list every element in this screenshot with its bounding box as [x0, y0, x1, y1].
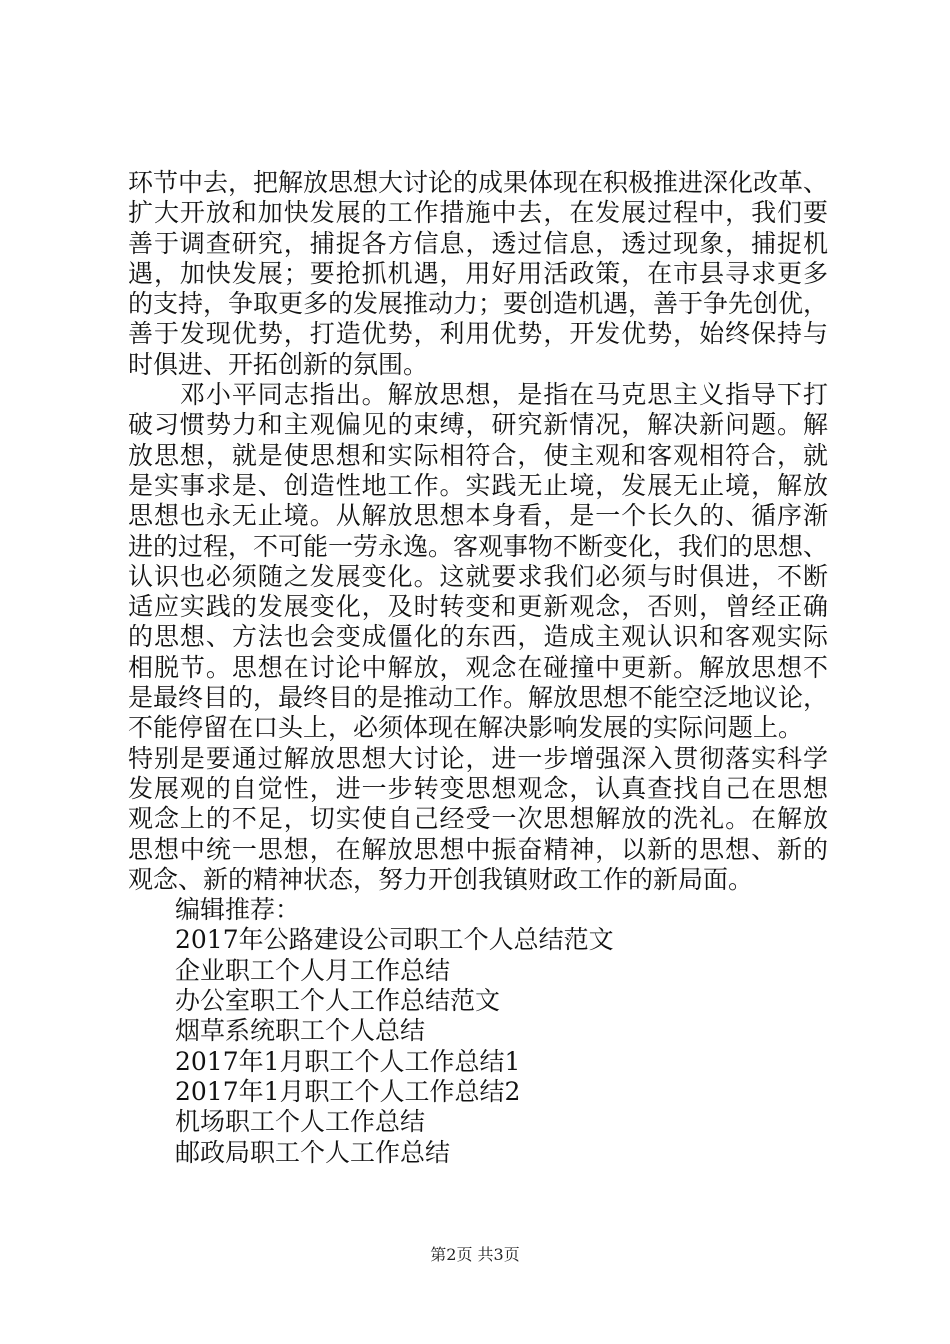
text-line: 的思想、方法也会变成僵化的东西，造成主观认识和客观实际 — [128, 622, 828, 652]
recommend-link[interactable]: 办公室职工个人工作总结范文 — [175, 986, 501, 1016]
text-line: 适应实践的发展变化，及时转变和更新观念，否则，曾经正确 — [128, 592, 828, 622]
paragraph-2 — [128, 380, 828, 895]
recommend-link[interactable]: 邮政局职工个人工作总结 — [175, 1137, 451, 1167]
text-line: 善于调查研究，捕捉各方信息，透过信息，透过现象，捕捉机 — [128, 228, 828, 258]
text-line: 邓小平同志指出。解放思想，是指在马克思主义指导下打 — [128, 380, 828, 410]
text-line: 相脱节。思想在讨论中解放，观念在碰撞中更新。解放思想不 — [128, 652, 828, 682]
text-line: 是最终目的，最终目的是推动工作。解放思想不能空泛地议论， — [128, 683, 829, 713]
recommend-title: 编辑推荐： — [175, 895, 301, 925]
recommend-link[interactable]: 2017年公路建设公司职工个人总结范文 — [175, 925, 614, 955]
text-line: 环节中去，把解放思想大讨论的成果体现在积极推进深化改革、 — [128, 168, 829, 197]
recommend-link[interactable]: 烟草系统职工个人总结 — [175, 1016, 426, 1046]
text-line: 进的过程，不可能一劳永逸。客观事物不断变化，我们的思想、 — [128, 531, 829, 561]
text-line: 观念上的不足，切实使自己经受一次思想解放的洗礼。在解放 — [128, 804, 828, 834]
recommend-link[interactable]: 企业职工个人月工作总结 — [175, 955, 451, 985]
text-line: 不能停留在口头上，必须体现在解决影响发展的实际问题上。 — [128, 713, 804, 743]
recommend-link[interactable]: 2017年1月职工个人工作总结1 — [175, 1046, 521, 1076]
text-line: 认识也必须随之发展变化。这就要求我们必须与时俱进，不断 — [128, 561, 828, 591]
text-line: 扩大开放和加快发展的工作措施中去，在发展过程中，我们要 — [128, 198, 828, 228]
paragraph-1 — [128, 168, 828, 380]
recommend-section — [128, 895, 828, 1168]
text-line: 遇，加快发展；要抢抓机遇，用好用活政策，在市县寻求更多 — [128, 258, 828, 288]
recommend-list — [128, 925, 828, 1167]
text-line: 放思想，就是使思想和实际相符合，使主观和客观相符合，就 — [128, 440, 828, 470]
text-line: 破习惯势力和主观偏见的束缚，研究新情况，解决新问题。解 — [128, 410, 828, 440]
text-line: 时俱进、开拓创新的氛围。 — [128, 349, 429, 379]
recommend-link[interactable]: 机场职工个人工作总结 — [175, 1107, 426, 1137]
text-line: 是实事求是、创造性地工作。实践无止境，发展无止境，解放 — [128, 470, 828, 500]
text-line: 思想也永无止境。从解放思想本身看，是一个长久的、循序渐 — [128, 501, 828, 531]
document-body — [128, 168, 828, 1168]
text-line: 发展观的自觉性，进一步转变思想观念，认真查找自己在思想 — [128, 773, 828, 803]
text-line: 善于发现优势，打造优势，利用优势，开发优势，始终保持与 — [128, 319, 828, 349]
text-line: 思想中统一思想，在解放思想中振奋精神，以新的思想、新的 — [128, 834, 828, 864]
page-number-footer: 第2页 共3页 — [430, 1245, 520, 1264]
text-line: 特别是要通过解放思想大讨论，进一步增强深入贯彻落实科学 — [128, 743, 828, 773]
text-line: 观念、新的精神状态，努力开创我镇财政工作的新局面。 — [128, 864, 754, 894]
text-line: 的支持，争取更多的发展推动力；要创造机遇，善于争先创优， — [128, 289, 829, 319]
recommend-link[interactable]: 2017年1月职工个人工作总结2 — [175, 1076, 521, 1106]
